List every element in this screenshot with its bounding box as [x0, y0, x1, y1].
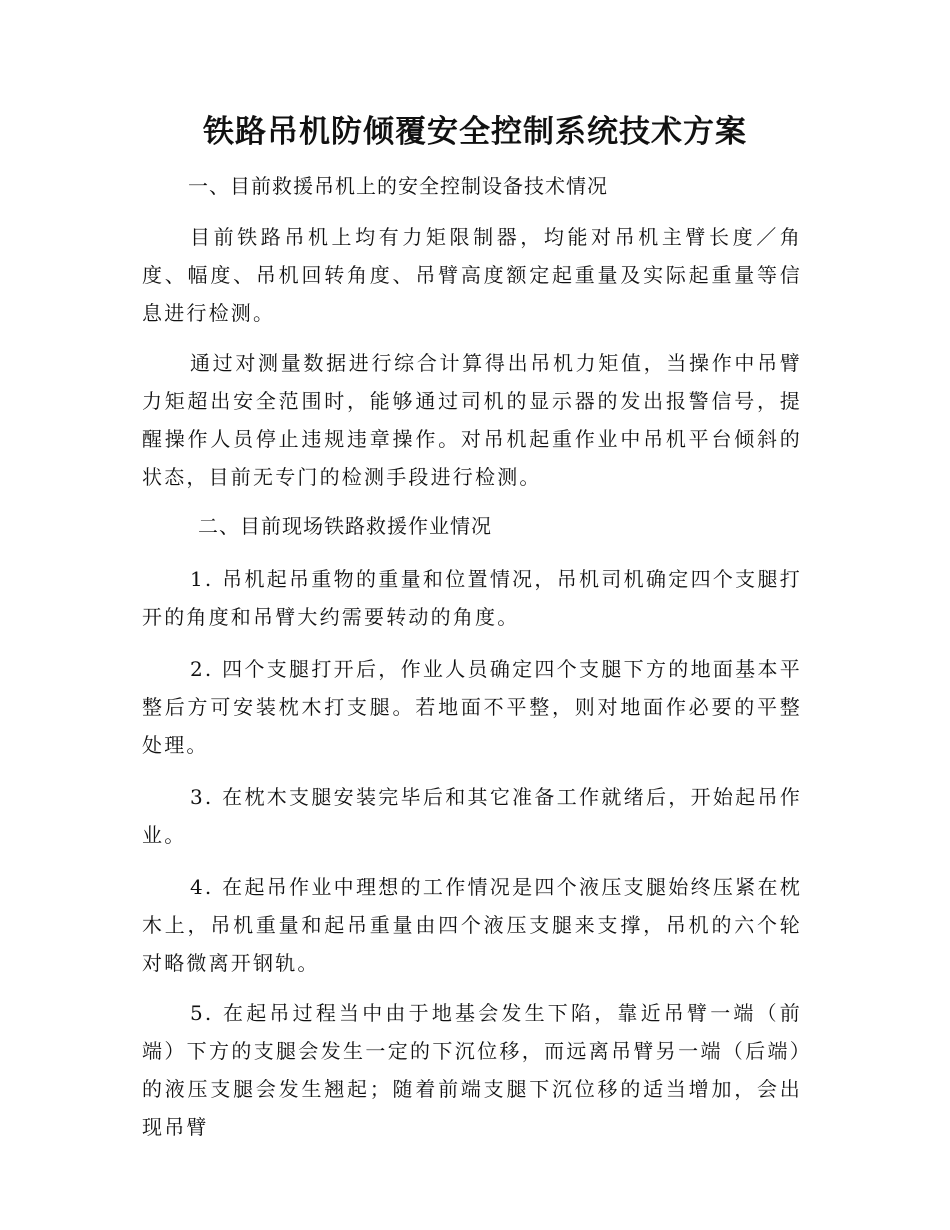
list-item-2: 2. 四个支腿打开后，作业人员确定四个支腿下方的地面基本平整后方可安装枕木打支腿。若地面不平整，则对地面作必要的平整处理。	[142, 657, 802, 757]
list-item-4: 4. 在起吊作业中理想的工作情况是四个液压支腿始终压紧在枕木上，吊机重量和起吊重量由四个液压支腿来支撑，吊机的六个轮对略微离开钢轨。	[142, 875, 802, 975]
paragraph-force-limiter: 目前铁路吊机上均有力矩限制器，均能对吊机主臂长度／角度、幅度、吊机回转角度、吊臂高度额定起重量及实际起重量等信息进行检测。	[142, 225, 802, 325]
section-heading-1: 一、目前救援吊机上的安全控制设备技术情况	[188, 174, 608, 198]
list-item-3: 3. 在枕木支腿安装完毕后和其它准备工作就绪后，开始起吊作业。	[142, 785, 802, 847]
list-item-1: 1. 吊机起吊重物的重量和位置情况，吊机司机确定四个支腿打开的角度和吊臂大约需要转动的角度。	[142, 567, 802, 629]
list-item-5: 5. 在起吊过程当中由于地基会发生下陷，靠近吊臂一端（前端）下方的支腿会发生一定的下沉位移，而远离吊臂另一端（后端）的液压支腿会发生翘起；随着前端支腿下沉位移的适当增加，会出现吊臂	[142, 1001, 802, 1139]
document-title: 铁路吊机防倾覆安全控制系统技术方案	[203, 114, 747, 150]
section-heading-2: 二、目前现场铁路救援作业情况	[198, 514, 492, 538]
paragraph-moment-calculation: 通过对测量数据进行综合计算得出吊机力矩值，当操作中吊臂力矩超出安全范围时，能够通过司机的显示器的发出报警信号，提醒操作人员停止违规违章操作。对吊机起重作业中吊机平台倾斜的状态，目前无专门的检测手段进行检测。	[142, 351, 802, 489]
